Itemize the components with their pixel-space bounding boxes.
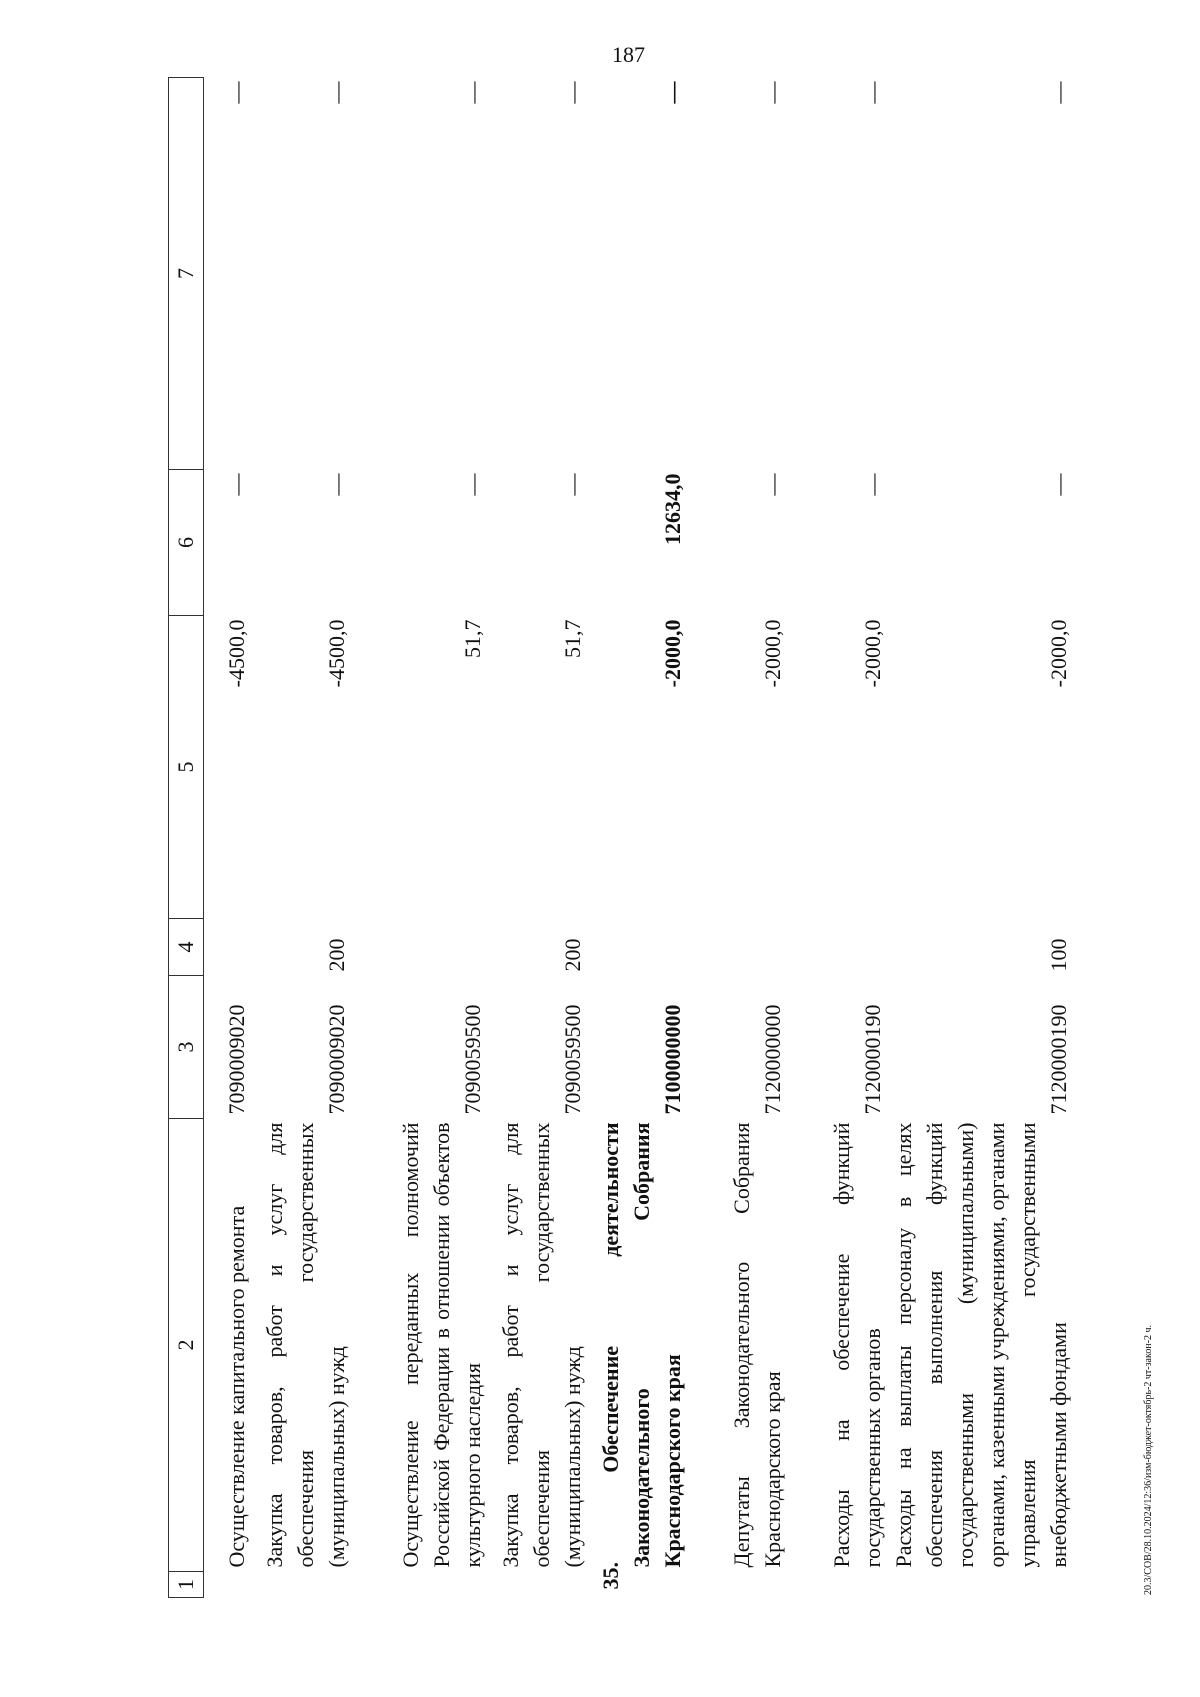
- dash-col7: —: [660, 81, 685, 104]
- amount-col6: [688, 470, 788, 616]
- target-code: 7120000190: [860, 1004, 885, 1115]
- amount: -4500,0: [324, 619, 349, 688]
- row-name-text: Расходы на обеспечение функций государственных органов: [829, 1122, 885, 1568]
- row-name-text: Расходы на выплаты персоналу в целях обеспечения выполнения функций государственными (муниципальными) органами, казенными учреждениями, органами управления государственными внебюджетными фондами: [891, 1122, 1071, 1568]
- amount-col6: [588, 470, 688, 616]
- budget-table-body: [169, 78, 1075, 1598]
- target-code: 7120000190: [1046, 1004, 1071, 1115]
- target-code: 7090009020: [224, 1004, 249, 1115]
- dash-col6: —: [760, 473, 785, 496]
- budget-table: [168, 77, 1074, 1598]
- budget-table-sheet: [168, 78, 1168, 1598]
- target-code: 7120000000: [760, 1004, 785, 1115]
- amount-col6: [488, 470, 588, 616]
- amount: -2000,0: [1046, 619, 1071, 688]
- table-row: [204, 78, 253, 1598]
- expense-group: [204, 919, 253, 976]
- row-name-text: Закупка товаров, работ и услуг для обеспечения государственных (муниципальных) нужд: [498, 1122, 585, 1568]
- column-header: 4: [169, 919, 204, 976]
- dash-col7: —: [224, 81, 249, 104]
- row-name: [204, 1119, 253, 1572]
- cell-col1: [252, 1572, 352, 1598]
- dash-col7: —: [324, 81, 349, 104]
- column-header: 5: [169, 616, 204, 919]
- dash-col6: —: [324, 473, 349, 496]
- row-name: [352, 1119, 488, 1572]
- table-row: [688, 78, 788, 1598]
- cell-col1: [352, 1572, 488, 1598]
- amount: 51,7: [560, 619, 585, 658]
- column-header: 2: [169, 1119, 204, 1572]
- target-code: 7090059500: [560, 1004, 585, 1115]
- dash-col6: —: [560, 473, 585, 496]
- amount-col6: [888, 470, 1074, 616]
- column-header: 3: [169, 976, 204, 1119]
- target-code: 7100000000: [660, 1004, 685, 1115]
- cell-col1: [788, 1572, 888, 1598]
- row-name: [888, 1119, 1074, 1572]
- dash-col6: —: [460, 473, 485, 496]
- table-row: [252, 78, 352, 1598]
- column-header: 7: [169, 78, 204, 470]
- dash-col6: —: [860, 473, 885, 496]
- dash-col6: —: [1046, 473, 1071, 496]
- cell-col1: [204, 1572, 253, 1598]
- cell-col1: [488, 1572, 588, 1598]
- footer-code: 20.3/СОВ/28.10.2024/12:36/изм-бюджет-октябрь-2 чт-закон-2 ч.: [1143, 1324, 1154, 1595]
- expense-group: 100: [1046, 938, 1071, 972]
- column-header: 1: [169, 1572, 204, 1598]
- expense-group: [688, 919, 788, 976]
- row-name: [788, 1119, 888, 1572]
- section-number: 35.: [598, 1562, 623, 1590]
- column-header: 6: [169, 470, 204, 616]
- cell-col1: [688, 1572, 788, 1598]
- row-name-text: Закупка товаров, работ и услуг для обеспечения государственных (муниципальных) нужд: [262, 1122, 349, 1568]
- table-row: [488, 78, 588, 1598]
- amount: 51,7: [460, 619, 485, 658]
- row-name: [688, 1119, 788, 1572]
- row-name: [252, 1119, 352, 1572]
- column-header-row: [169, 78, 204, 1598]
- amount: -2000,0: [760, 619, 785, 688]
- amount-col6: [252, 470, 352, 616]
- dash-col7: —: [1046, 81, 1071, 104]
- expense-group: [788, 919, 888, 976]
- expense-group: [588, 919, 688, 976]
- row-name-text: Осуществление капитального ремонта: [224, 1205, 249, 1568]
- expense-group: 200: [560, 938, 585, 972]
- table-row: [788, 78, 888, 1598]
- dash-col7: —: [760, 81, 785, 104]
- page-number: 187: [612, 42, 645, 67]
- amount-secondary: 12634,0: [660, 473, 685, 545]
- table-row: [588, 78, 688, 1598]
- row-name-text: Обеспечение деятельности Законодательного Собрания Краснодарского края: [598, 1122, 685, 1568]
- table-row: [352, 78, 488, 1598]
- dash-col6: —: [224, 473, 249, 496]
- row-name-text: Депутаты Законодательного Собрания Краснодарского края: [729, 1122, 785, 1568]
- amount: -2000,0: [860, 619, 885, 688]
- table-row: [888, 78, 1074, 1598]
- row-name: [588, 1119, 688, 1590]
- cell-col1: [888, 1572, 1074, 1598]
- target-code: 7090009020: [324, 1004, 349, 1115]
- target-code: 7090059500: [460, 1004, 485, 1115]
- dash-col7: —: [560, 81, 585, 104]
- amount-col6: [204, 470, 253, 616]
- amount: -4500,0: [224, 619, 249, 688]
- amount-col6: [788, 470, 888, 616]
- dash-col7: —: [860, 81, 885, 104]
- expense-group: 200: [324, 938, 349, 972]
- row-name: [488, 1119, 588, 1572]
- row-name-text: Осуществление переданных полномочий Российской Федерации в отношении объектов культурного наследия: [398, 1122, 485, 1568]
- dash-col7: —: [460, 81, 485, 104]
- amount: -2000,0: [660, 619, 685, 688]
- expense-group: [352, 919, 488, 976]
- amount-col6: [352, 470, 488, 616]
